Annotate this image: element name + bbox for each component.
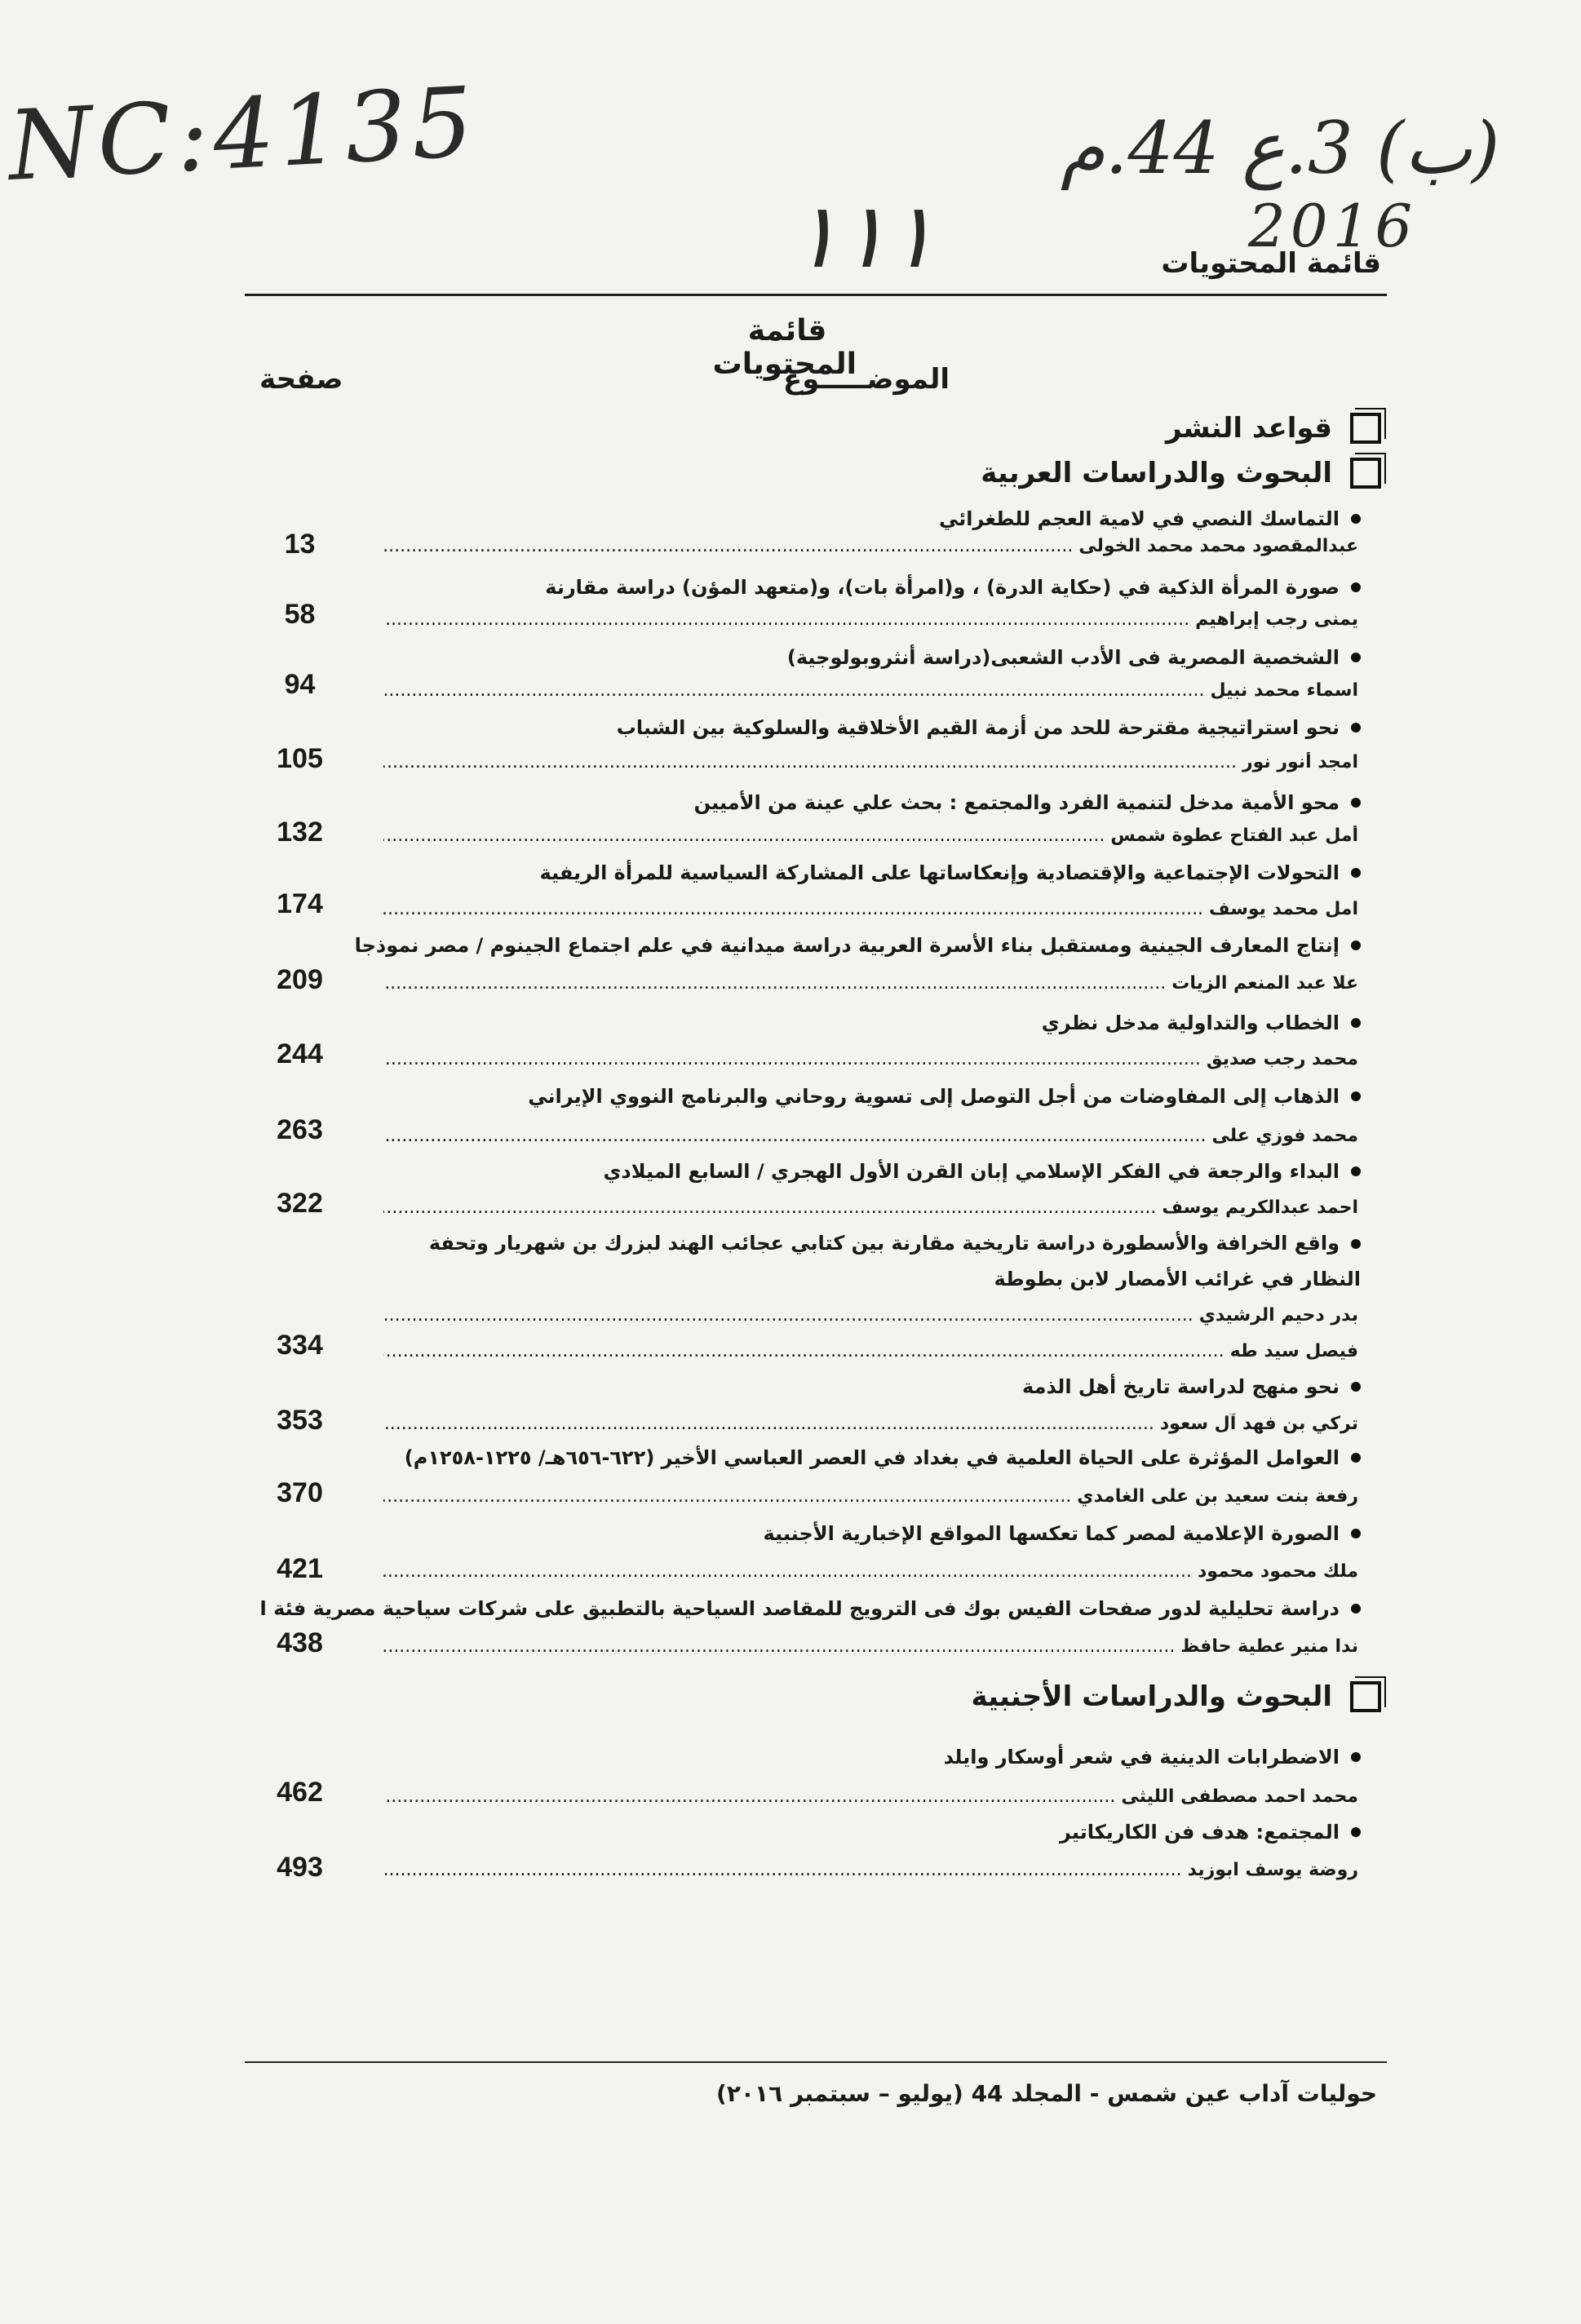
toc-entry-page: 58 xyxy=(284,599,316,630)
bullet-icon xyxy=(1351,1091,1361,1101)
bullet-icon xyxy=(1351,1604,1361,1614)
top-rule xyxy=(245,294,1387,296)
toc-entry-page: 370 xyxy=(277,1477,323,1508)
toc-entry-author: علا عبد المنعم الزيات ..... xyxy=(383,973,1358,994)
toc-entry-title: الاضطرابات الدينية في شعر أوسكار وايلد xyxy=(944,1746,1361,1768)
toc-entry-author: رفعة بنت سعيد بن على الغامدي ..... xyxy=(383,1486,1358,1507)
checkbox-icon xyxy=(1350,458,1381,489)
toc-entry-author: ندا منير عطية حافظ ..... xyxy=(383,1636,1358,1657)
checkbox-icon xyxy=(1350,1681,1381,1712)
bullet-icon xyxy=(1351,1382,1361,1392)
toc-entry-title: واقع الخرافة والأسطورة دراسة تاريخية مقارنة بين كتابي عجائب الهند لبزرك بن شهريار وتحفة النظار في غرائب الأمصار لابن بطوطة xyxy=(428,1232,1361,1290)
toc-entry-title: المجتمع: هدف فن الكاريكاتير xyxy=(1060,1821,1361,1844)
toc-entry-page: 462 xyxy=(277,1777,323,1808)
toc-entry-author: احمد عبدالكريم يوسف ..... xyxy=(383,1197,1358,1218)
toc-entry-title: الخطاب والتداولية مدخل نظري xyxy=(1042,1011,1361,1034)
bullet-icon xyxy=(1351,1827,1361,1837)
toc-entry-page: 174 xyxy=(277,888,323,919)
bullet-icon xyxy=(1351,941,1361,950)
toc-entry-title: العوامل المؤثرة على الحياة العلمية في بغداد في العصر العباسي الأخير (٦٢٢-٦٥٦هـ/ ١٢٢٥-١٢٥٨م) xyxy=(405,1446,1361,1469)
toc-entry-title: نحو استراتيجية مقترحة للحد من أزمة القيم الأخلاقية والسلوكية بين الشباب xyxy=(617,716,1361,739)
toc-entry-title: التماسك النصي في لامية العجم للطغرائي xyxy=(939,507,1361,530)
toc-entry-author: محمد احمد مصطفى الليثى ..... xyxy=(383,1786,1358,1807)
handwritten-year: 2016 xyxy=(1248,192,1418,260)
toc-entry-author: ملك محمود محمود ..... xyxy=(383,1561,1358,1582)
handwritten-shelf-mark: (ب) 3.ع 44.م xyxy=(1061,106,1500,190)
toc-entry-author: فيصل سيد طه ..... xyxy=(383,1341,1358,1361)
section-title: قواعد النشر xyxy=(1166,412,1332,445)
section-title: البحوث والدراسات الأجنبية xyxy=(971,1680,1332,1713)
bullet-icon xyxy=(1351,1239,1361,1249)
toc-entry-author: محمد فوزي على ..... xyxy=(383,1126,1358,1146)
bottom-rule xyxy=(245,2061,1387,2063)
section-foreign-research xyxy=(972,1680,1381,1713)
toc-entry-author: امل محمد يوسف ..... xyxy=(383,899,1358,919)
toc-entry-author: روضة يوسف ابوزيد ..... xyxy=(383,1860,1358,1880)
toc-entry-page: 13 xyxy=(284,529,316,560)
toc-entry-title: البداء والرجعة في الفكر الإسلامي إبان القرن الأول الهجري / السابع الميلادي xyxy=(603,1160,1361,1183)
toc-entry-page: 421 xyxy=(277,1553,323,1584)
toc-entry-page: 244 xyxy=(277,1038,323,1069)
toc-entry-page: 353 xyxy=(277,1405,323,1436)
toc-entry-page: 263 xyxy=(277,1114,323,1145)
bullet-icon xyxy=(1351,723,1361,733)
section-title: البحوث والدراسات العربية xyxy=(981,457,1332,489)
checkbox-icon xyxy=(1350,413,1381,444)
bullet-icon xyxy=(1351,1166,1361,1176)
toc-entry-author: امجد أنور نور ..... xyxy=(383,752,1358,772)
toc-entry-page: 493 xyxy=(277,1852,323,1883)
section-arabic-research xyxy=(981,457,1381,489)
toc-entry-page: 209 xyxy=(277,964,323,995)
toc-entry-page: 438 xyxy=(277,1627,323,1658)
toc-entry-title: التحولات الإجتماعية والإقتصادية وإنعكاساتها على المشاركة السياسية للمرأة الريفية xyxy=(540,861,1361,884)
toc-entry-author: محمد رجب صديق ..... xyxy=(383,1049,1358,1069)
toc-entry-author: يمنى رجب إبراهيم ..... xyxy=(383,609,1358,630)
toc-entry-title: محو الأمية مدخل لتنمية الفرد والمجتمع : بحث علي عينة من الأميين xyxy=(694,791,1361,814)
toc-entry-title: صورة المرأة الذكية في (حكاية الدرة) ، و(امرأة بات)، و(متعهد المؤن) دراسة مقارنة xyxy=(545,576,1361,599)
toc-entry-author: بدر دحيم الرشيدي ..... xyxy=(383,1305,1358,1326)
toc-entry-author: عبدالمقصود محمد محمد الخولى ..... xyxy=(383,536,1358,556)
bullet-icon xyxy=(1351,514,1361,524)
toc-entry-author: اسماء محمد نبيل ..... xyxy=(383,680,1358,701)
bullet-icon xyxy=(1351,582,1361,592)
toc-heading: قائمة المحتويات xyxy=(712,314,857,381)
toc-entry-page: 105 xyxy=(277,743,323,774)
toc-entry-title: الشخصية المصرية فى الأدب الشعبى(دراسة أنثروبولوجية) xyxy=(787,646,1361,669)
column-header-topic: الموضـــــوع xyxy=(783,363,950,396)
toc-entry-title: الصورة الإعلامية لمصر كما تعكسها المواقع الإخبارية الأجنبية xyxy=(764,1522,1362,1545)
bullet-icon xyxy=(1351,798,1361,808)
handwritten-call-number: NC:4135 xyxy=(5,65,480,202)
bullet-icon xyxy=(1351,1529,1361,1538)
bullet-icon xyxy=(1351,1453,1361,1463)
toc-entry-page: 132 xyxy=(277,817,323,848)
toc-entry-title: نحو منهج لدراسة تاريخ أهل الذمة xyxy=(1022,1375,1361,1398)
toc-entry-page: 322 xyxy=(277,1188,323,1219)
page-footer: حوليات آداب عين شمس - المجلد 44 (يوليو – سبتمبر ٢٠١٦) xyxy=(716,2080,1377,2107)
bullet-icon xyxy=(1351,868,1361,878)
bullet-icon xyxy=(1351,1752,1361,1762)
toc-entry-page: 94 xyxy=(284,669,316,700)
toc-entry-author: أمل عبد الفتاح عطوة شمس ..... xyxy=(383,826,1358,846)
toc-entry-author: تركي بن فهد آل سعود ..... xyxy=(383,1414,1358,1434)
column-header-page: صفحة xyxy=(259,363,343,396)
bullet-icon xyxy=(1351,653,1361,662)
bullet-icon xyxy=(1351,1018,1361,1028)
toc-entry-title: دراسة تحليلية لدور صفحات الفيس بوك فى الترويج للمقاصد السياحية بالتطبيق على شركات سياحية مصرية فئة ا xyxy=(260,1597,1361,1620)
toc-entry-title: الذهاب إلى المفاوضات من أجل التوصل إلى تسوية روحاني والبرنامج النووي الإيراني xyxy=(528,1085,1361,1108)
toc-entry-page: 334 xyxy=(277,1330,323,1361)
running-head: قائمة المحتويات xyxy=(1161,247,1381,280)
section-publishing-rules xyxy=(1166,412,1381,445)
handwritten-number: ١١١ xyxy=(791,184,937,288)
toc-entry-title: إنتاج المعارف الجينية ومستقبل بناء الأسرة العربية دراسة ميدانية في علم اجتماع الجينوم / مصر نموذجا xyxy=(355,934,1361,957)
